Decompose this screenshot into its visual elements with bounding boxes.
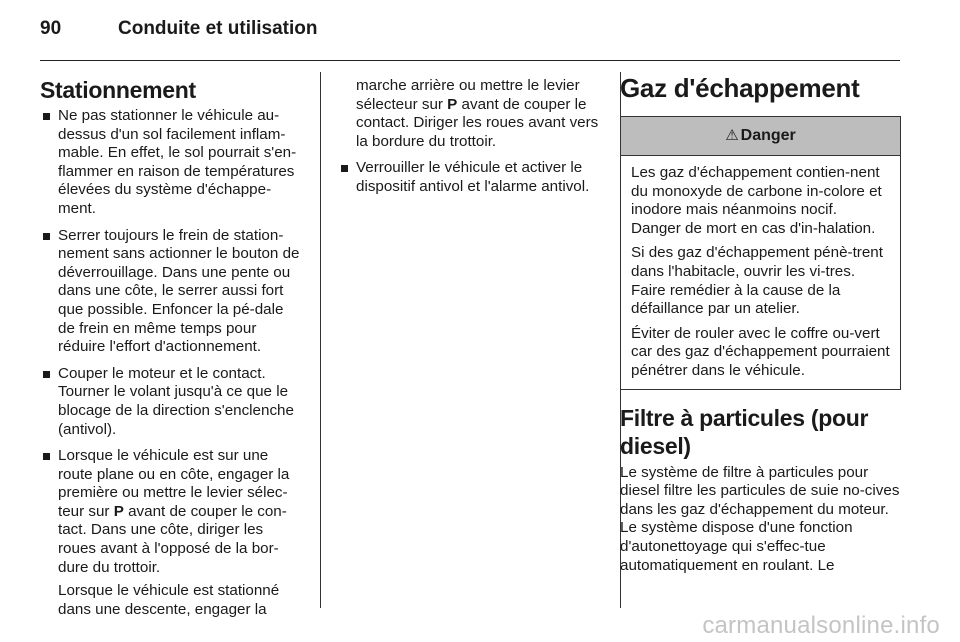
danger-body: [621, 156, 900, 389]
list-item-paragraph: [356, 77, 604, 151]
filtre-paragraph: Le système de filtre à particules pour diesel filtre les particules de suie no-cives dans les gaz d'échappement du moteur. Le système dispose d'une fonction d'autonettoyage qui s'effec-tue automatiquement en roulant. Le: [620, 463, 900, 574]
header-rule: [40, 60, 900, 61]
stationnement-list-continued: [338, 77, 604, 197]
column-2: [338, 77, 604, 205]
text-run: Ne pas stationner le véhicule au-dessus d'un sol facilement inflam-mable. En effet, le sol pourrait s'en-flammer en raison de températures élevées du système d'échappe-ment.: [58, 107, 297, 217]
bold-run: P: [113, 502, 124, 520]
danger-header: [621, 117, 900, 156]
text-run: Serrer toujours le frein de station-nement sans actionner le bouton de déverrouillage. Dans une pente ou dans une côte, le serrer aussi fort que possible. Enfoncer la pé-dale de frein en même temps pour réduire l'effort d'actionnement.: [58, 226, 300, 356]
list-item-paragraph: [58, 227, 304, 357]
list-item-paragraph: [356, 159, 604, 196]
column-1: [40, 76, 304, 627]
list-item: [40, 107, 304, 219]
list-item-paragraph: [58, 365, 304, 439]
section-heading-stationnement: Stationnement: [40, 77, 196, 103]
stationnement-list: [40, 107, 304, 619]
text-run: avant de couper le con-tact. Dans une côte, diriger les roues avant à l'opposé de la bor-dure du trottoir.: [58, 502, 287, 576]
danger-paragraph: Si des gaz d'échappement pénè-trent dans l'habitacle, ouvrir les vi-tres. Faire remédier à la cause de la défaillance par un atelier.: [631, 244, 883, 318]
warning-triangle-icon: ⚠: [725, 127, 739, 144]
list-item: [40, 447, 304, 619]
danger-label: Danger: [740, 127, 796, 144]
list-item: [40, 227, 304, 357]
column-3: [620, 72, 901, 575]
text-run: avant de couper le contact. Diriger les roues avant vers la bordure du trottoir.: [356, 95, 599, 150]
running-title: Conduite et utilisation: [118, 18, 318, 39]
danger-box: [620, 116, 901, 390]
watermark: carmanualsonline.info: [702, 612, 940, 639]
text-run: marche arrière ou mettre le levier sélecteur sur: [356, 77, 580, 113]
list-item-paragraph: [58, 582, 304, 619]
text-run: Verrouiller le véhicule et activer le dispositif antivol et l'alarme antivol.: [356, 159, 590, 195]
text-run: Lorsque le véhicule est sur une route plane ou en côte, engager la première ou mettre le levier sélec-teur sur: [58, 447, 290, 520]
text-run: Couper le moteur et le contact. Tourner le volant jusqu'à ce que le blocage de la direction s'enclenche (antivol).: [58, 364, 294, 438]
list-item: [40, 365, 304, 439]
list-item-paragraph: [58, 107, 304, 219]
column-divider-1: [320, 72, 321, 608]
danger-paragraph: Éviter de rouler avec le coffre ou-vert car des gaz d'échappement pourraient pénétrer dans le véhicule.: [631, 324, 890, 379]
text-run: Lorsque le véhicule est stationné dans une descente, engager la: [58, 582, 280, 618]
section-heading-gaz: Gaz d'échappement: [620, 73, 860, 103]
page-number: 90: [40, 18, 62, 39]
danger-paragraph: Les gaz d'échappement contien-nent du monoxyde de carbone in-colore et inodore mais néanmoins nocif. Danger de mort en cas d'in-halation.: [631, 164, 882, 237]
bold-run: P: [447, 95, 458, 113]
list-item: [338, 159, 604, 196]
list-item-paragraph: [58, 447, 304, 577]
section-heading-filtre: Filtre à particules (pour diesel): [620, 404, 869, 459]
list-item: [338, 77, 604, 151]
page-header: [40, 18, 318, 48]
